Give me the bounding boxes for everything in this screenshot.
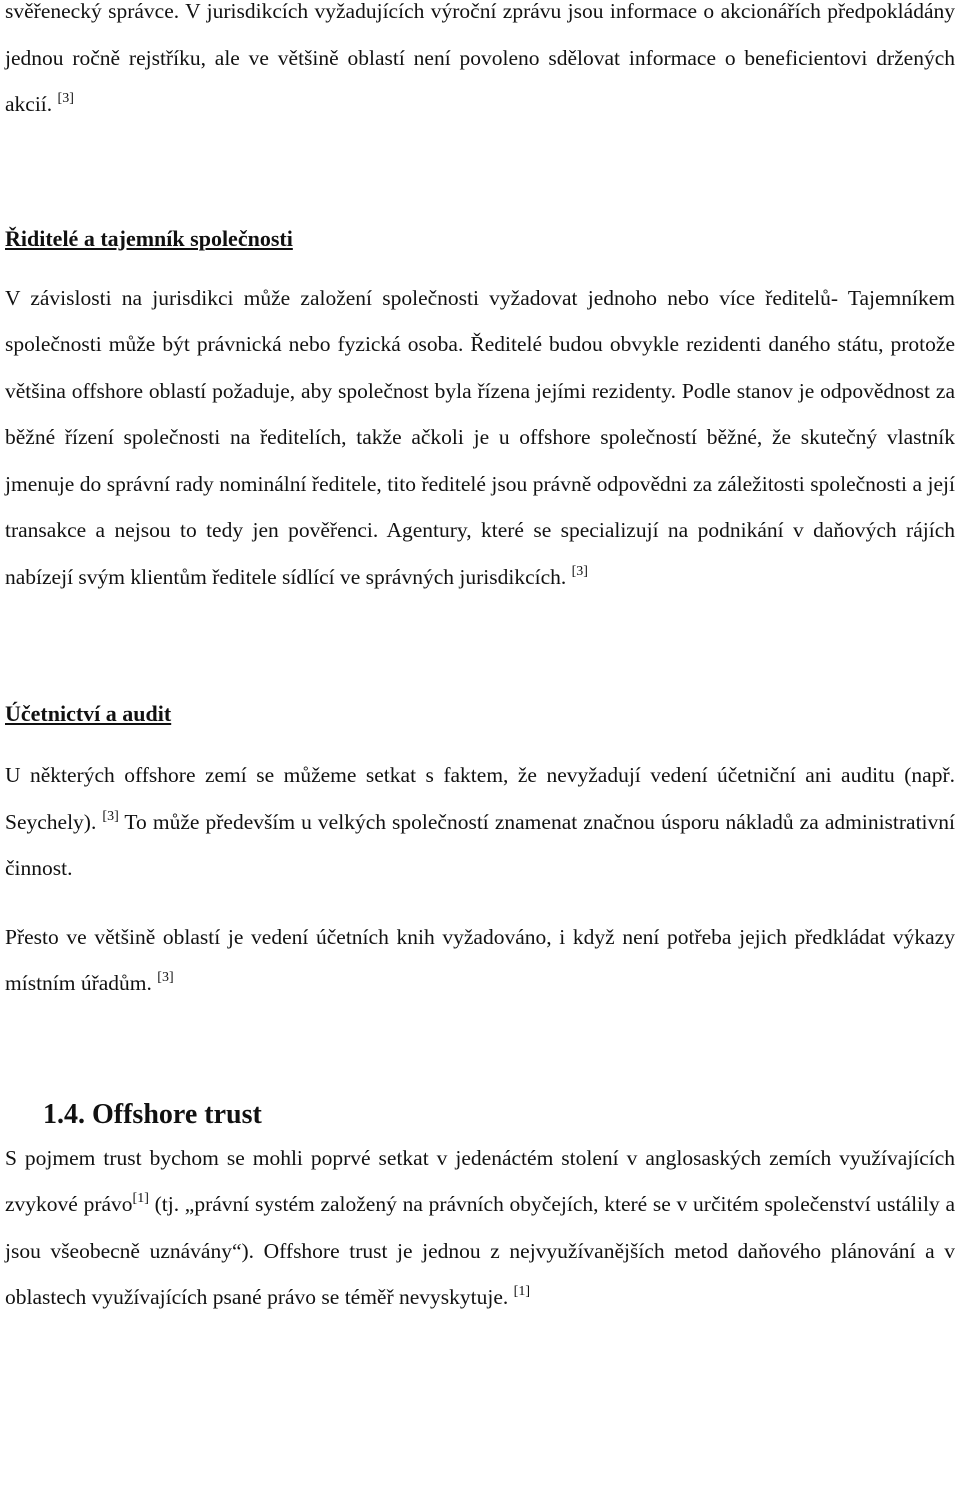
citation-ref: [3] <box>102 808 119 824</box>
citation-ref: [1] <box>132 1191 149 1206</box>
paragraph-text: svěřenecký správce. V jurisdikcích vyžadujících výroční zprávu jsou informace o akcionářích předpokládány jednou ročně rejstříku, ale ve většině oblastí není povoleno sdělovat informace o beneficientovi držených akcií. <box>5 0 955 116</box>
paragraph-text: Přesto ve většině oblastí je vedení účetních knih vyžadováno, i když není potřeba jejich předkládat výkazy místním úřadům. <box>5 924 955 995</box>
paragraph-text: U některých offshore zemí se můžeme setkat s faktem, že nevyžadují vedení účetniční ani auditu (např. Seychely). <box>5 763 955 834</box>
paragraph-shareholders <box>5 0 955 128</box>
paragraph-directors <box>5 275 955 601</box>
paragraph-text: To může především u velkých společností znamenat značnou úsporu nákladů za administrativní činnost. <box>5 809 955 880</box>
heading-directors: Řiditelé a tajemník společnosti <box>5 225 293 251</box>
section-number: 1.4. <box>43 1098 85 1130</box>
citation-ref: [3] <box>571 563 588 579</box>
document-page <box>5 0 955 1321</box>
paragraph-accounting-books <box>5 914 955 1007</box>
section-heading-offshore-trust <box>5 1095 955 1135</box>
paragraph-text: (tj. „právní systém založený na právních obyčejích, které se v určitém společenství ustálily a jsou všeobecně uznávány“). Offshore trust je jednou z nejvyužívanějších metod daňového plánování a v oblastech využívajících psané právo se téměř nevyskytuje. <box>5 1192 956 1309</box>
section-title: Offshore trust <box>92 1098 262 1130</box>
paragraph-trust <box>5 1135 955 1321</box>
citation-ref: [1] <box>513 1284 530 1299</box>
paragraph-text: S pojmem trust bychom se mohli poprvé setkat v jedenáctém stolení v anglosaských zemích využívajících zvykové právo <box>5 1145 955 1216</box>
heading-accounting: Účetnictví a audit <box>5 701 172 726</box>
citation-ref: [3] <box>57 91 74 106</box>
paragraph-accounting <box>5 752 955 892</box>
citation-ref: [3] <box>157 970 174 985</box>
paragraph-text: V závislosti na jurisdikci může založení společnosti vyžadovat jednoho nebo více ředitelů- Tajemníkem společnosti může být právnická nebo fyzická osoba. Ředitelé budou obvykle rezidenti daného státu, protože většina offshore oblastí požaduje, aby společnost byla řízena jejími rezidenty. Podle stanov je odpovědnost za běžné řízení společnosti na ředitelích, takže ačkoli je u offshore společností běžné, že skutečný vlastník jmenuje do správní rady nominální ředitele, tito ředitelé jsou právně odpovědni za záležitosti společnosti a její transakce a nejsou to tedy jen pověřenci. Agentury, které se specializují na podnikání v daňových rájích nabízejí svým klientům ředitele sídlící ve správných jurisdikcích. <box>5 285 955 589</box>
